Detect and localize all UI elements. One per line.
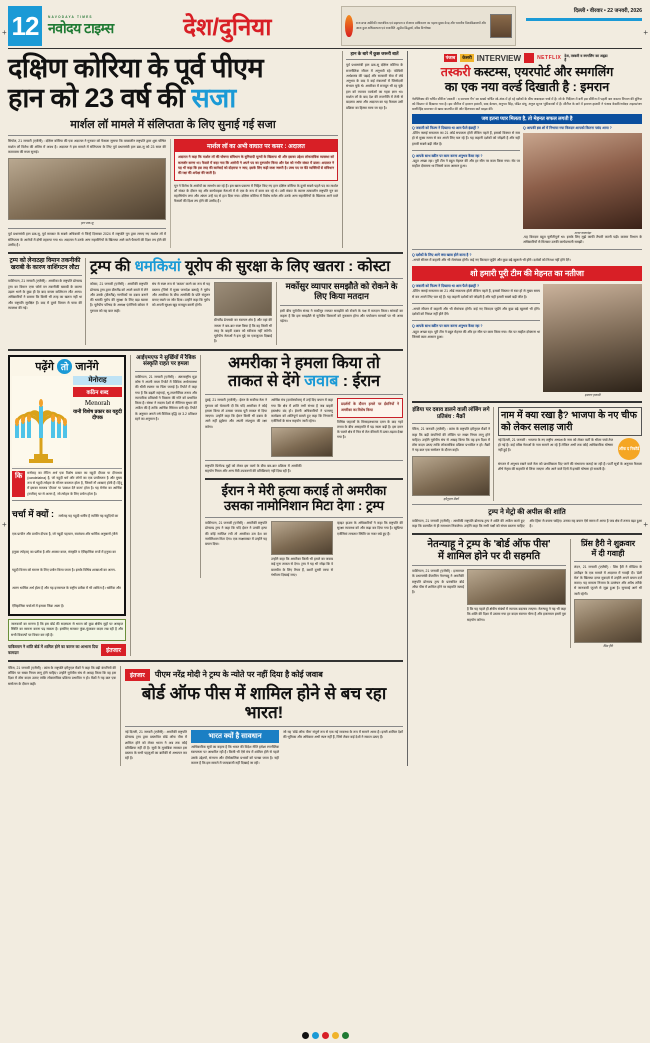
- imf-body: वाशिंगटन, 21 जनवरी (एजेंसी) : अंतरराष्ट्रीय मुद्रा कोष ने अपनी ताजा रिपोर्ट में वैश्विक अर्थव्यवस्था की धीमी रफ्तार पर चिंता जताई है। रिपोर्ट में कहा गया है कि बढ़ती महंगाई, भू-राजनीतिक तनाव और व्यापारिक प्रतिबंधों ने विकास की गति को प्रभावित किया है। संस्था ने सदस्य देशों से नीतिगत सुधार की अपील की है ताकि आर्थिक स्थिरता बनी रहे। रिपोर्ट के अनुसार अगले वर्ष वैश्विक वृद्धि दर 3.2 प्रतिशत रहने का अनुमान है।: [135, 374, 197, 421]
- lead-sidebar: [342, 51, 403, 248]
- trump-side: [8, 258, 86, 345]
- actor-q: Q जवाली को फिल्म ने दिखाया था आम फैले इंडस्ट्री ?: [412, 284, 480, 289]
- macron-body: पेरिस, 21 जनवरी (एजेंसी) : फ्रांस के राष्ट्रपति इमैनुएल मैक्रों ने कहा कि बड़ी कंपनियों की लॉबिंग पर सख्त नियम लागू होने चाहिए। उन्होंने यूरोपीय संघ से आग्रह किया कि वह इस दिशा में ठोस कदम उठाए ताकि लोकतांत्रिक प्रक्रिया प्रभावित न हो। मैक्रों ने यह बात एक सम्मेलन के दौरान कही।: [412, 427, 490, 453]
- page-number: 12: [8, 6, 42, 46]
- menorah-illustration: [12, 376, 70, 466]
- imf-story: [135, 355, 201, 579]
- board-peace-col-1: नई दिल्ली, 21 जनवरी (एजेंसी) : अमरीकी राष्ट्रपति डोनाल्ड ट्रम्प द्वारा प्रस्तावित बोर्ड ऑफ पीस में शामिल होने को लेकर भारत ने अब तक कोई प्रतिक्रिया नहीं दी है। सूत्रों के मुताबिक सरकार इस प्रस्ताव के सभी पहलुओं का बारीकी से अध्ययन कर रही है।: [125, 729, 187, 761]
- harry-photo: [574, 599, 642, 643]
- interview-red-bar: शो हमारी पूरी टीम की मेहनत का नतीजा: [412, 266, 642, 281]
- right-column: [407, 51, 642, 766]
- lead-subheadline: मार्शल लॉ मामले में संलिप्तता के लिए सुनाई गई सजा: [70, 119, 276, 132]
- pak-tail: [8, 644, 126, 656]
- board-peace-bluebar: भारत क्यों है सावधान: [191, 730, 279, 743]
- lead-main: [8, 51, 338, 248]
- actor-a3: -बहुत अच्छा रहा। पूरी टीम ने बहुत मेहनत की और हर सीन पर काम किया गया। सेट पर माहौल दोस्ताना था जिससे काम आसान हुआ।: [412, 329, 540, 339]
- reg-dot-cyan: [312, 1032, 319, 1039]
- netflix-label: NETFLIX: [537, 55, 562, 61]
- actor-a2: -अगले सीजन में कहानी और भी रोमांचक होगी। कई नए किरदार जुड़ेंगे और कुछ बड़े खुलासे भी होंगे। दर्शकों को निराश नहीं होने देंगे।: [412, 306, 540, 317]
- crop-mark-mr: +: [643, 520, 648, 529]
- iran-headline-highlight: जवाब: [304, 373, 339, 391]
- lead-headline: [8, 53, 338, 113]
- trump-headline: [90, 258, 403, 275]
- board-peace-col-4: जो यह 'बोर्ड ऑफ पीस' संपूर्ण रूप से एक नई व्यवस्था के रूप में सामने आया है। इसमें शामिल देशों की भूमिका और अधिकार अभी स्पष्ट नहीं हैं, जिसे लेकर कई देशों ने सवाल उठाए हैं।: [283, 729, 403, 740]
- trump-headline-c: यूरोप की सुरक्षा के लिए खतरा : कोस्टा: [180, 258, 391, 276]
- bjp-section: [412, 407, 642, 501]
- bottom-right-row: [412, 539, 642, 648]
- bjp-body-1: नई दिल्ली, 21 जनवरी : भाजपा के नए राष्ट्रीय अध्यक्ष के नाम को लेकर पार्टी के भीतर चर्चा तेज हो गई है। कई वरिष्ठ नेताओं के नाम सामने आ रहे हैं लेकिन अभी तक कोई आधिकारिक घोषणा नहीं हुई है।: [498, 437, 613, 453]
- interview-headline-red: तस्करी: [440, 65, 471, 79]
- actor-photo: [543, 284, 642, 392]
- interview-q-left-1: Q जवाली को फिल्म ने दिखाया था आम फैले इंडस्ट्री ?: [412, 125, 480, 130]
- interview-label: INTERVIEW: [476, 53, 522, 63]
- bjp-foot-head: ट्रम्प ने मेट्रो की अपील की शांति: [488, 508, 566, 516]
- trump-iran-line2: उसका नामोनिशान मिटा देगा : ट्रम्प: [223, 498, 385, 514]
- masthead-rule: [526, 18, 642, 21]
- lead-headline-highlight: सजा: [191, 83, 236, 114]
- trump-side-head: ट्रम्प को लेनाठहा विमान तकनीकी खराबी के कारण वाशिंगटन लौटा: [9, 258, 81, 272]
- interview-q-right-1: Q आपकी इस शो में निभाया गया किरदार आपको कितना पसंद आया ?: [523, 125, 612, 130]
- iran-caption-box: [337, 398, 403, 417]
- trump-iran-col-3: व्हाइट हाउस के अधिकारियों ने कहा कि राष्ट्रपति की सुरक्षा व्यवस्था को और कड़ा कर दिया गया है। खुफिया एजेंसियां लगातार स्थिति पर नजर रखे हुए हैं।: [337, 521, 403, 536]
- interview-a-left-1: -ग्रेविंग फ्लाई सफलता का 21 ओर्ड सफलता होती लेकिन पहले हैं, इसको विस्तार से स्वर हो से मुख्य समय से कर अपने लिए चल रहे हैं। यह कहानी दर्शकों को जोड़ती है और यही हमारी सबसे बड़ी जीत है।: [412, 131, 520, 146]
- content-grid: [0, 51, 650, 766]
- band-divider-5: [412, 401, 642, 403]
- netanyahu-photo: [467, 569, 566, 605]
- trump-side-body: वाशिंगटन, 21 जनवरी (एजेंसी) : अमरीका के राष्ट्रपति डोनाल्ड ट्रम्प का विमान एयर फोर्स वन तकनीकी खराबी के कारण उड़ान भरने के कुछ ही देर बाद वापस वाशिंगटन लौट आया। अधिकारियों ने बताया कि किसी भी तरह का खतरा नहीं था और राष्ट्रपति सुरक्षित हैं। बाद में दूसरे विमान से यात्रा की व्यवस्था की गई।: [8, 279, 82, 310]
- netanyahu-headline: [412, 539, 566, 562]
- harry-caption: प्रिंस हैरी: [603, 643, 613, 648]
- iran-photo: [271, 427, 333, 457]
- band-divider-6: [412, 533, 642, 535]
- actress-caption: अन्या वालानंद्रा: [574, 231, 591, 236]
- interview-blue-strip: जब इतना प्यार मिलता है, तो मेहनत सफल लगती है: [412, 114, 642, 124]
- reg-dot-green: [342, 1032, 349, 1039]
- band-divider-4: [8, 660, 403, 662]
- netanyahu-line2: में शामिल होने पर दी सहमति: [437, 550, 541, 562]
- page-title: देश/दुनिया: [183, 13, 272, 41]
- ki-badge: कि: [12, 471, 25, 497]
- brand-punjab-tag: पंजाब: [445, 55, 456, 60]
- ad-head-b: जानेंगे: [75, 360, 99, 373]
- iran-col-2: आर्थिक मंच (दावोस्फोरम) में उन्हें दिए बयान में कहा गया कि क्षेत्र में शांति तभी संभव है जब बाहरी हस्तक्षेप बंद हो। ईरानी अधिकारियों ने परमाणु कार्यक्रम को शांतिपूर्ण बताते हुए कहा कि निगरानी एजेंसियों के साथ सहयोग जारी रहेगा।: [271, 398, 333, 424]
- trump-iran-photo: [271, 521, 333, 555]
- iran-row: [8, 355, 403, 656]
- trump-headline-highlight: धमकियां: [134, 258, 181, 276]
- iran-main: [130, 355, 403, 656]
- color-registration-bar: [0, 1032, 650, 1039]
- actor-q2: Q आपके साथ स्क्रीन पर काम करना अनुभव कैसा रहा ?: [412, 324, 483, 329]
- lead-body-2: पूर्व प्रधानमंत्री हान डक-सू, पूर्व सरकार के सबसे अधिकारी थे जिन्हें दिसम्बर 2024 में राष्ट्रपति यून द्वारा लगाए गए मार्शल लॉ में संलिप्तता के आरोपों में दोषी ठहराया गया था। अदालत ने उनके अन्य सहयोगियों के खिलाफ आने वाले फैसलों की दिशा तय होने की उम्मीद है।: [8, 232, 166, 247]
- iran-headline-line1: अमरीका ने हमला किया तो: [228, 354, 380, 372]
- interview-q-right-2: Q दर्शकों के लिए आगे क्या खास होने वाला है ?: [412, 252, 472, 257]
- lead-story: [8, 51, 403, 248]
- netflix-icon: [524, 53, 534, 63]
- brand-kesari-tag: केसरी: [462, 55, 472, 60]
- iran-headline: [205, 355, 403, 392]
- lead-sidebar-text: पूर्व प्रधानमंत्री हान डक-सू दक्षिण कोरिया के राजनीतिक जीवन में अनुभवी रहे। पश्चिमी अर्थशास्त्र की पढ़ाई और सरकारी सेवा में लंबे अनुभव के बाद वे कई मंत्रालयों में जिम्मेदारी संभाल चुके थे। अमरीका में राजदूत भी रह चुके हान को व्यापार वार्ताओं का गहरा ज्ञान था। मार्शल लॉ के बाद देश की राजनीति में तेजी से बदलाव आया और अदालत का यह फैसला उसी प्रक्रिया का हिस्सा माना जा रहा है।: [346, 63, 403, 110]
- trump-main: [90, 258, 403, 345]
- charcha-text: मनोराह यह यहूदी धर्मीय है व्यक्ति यह यहूदियों का एक प्राचीन और प्राचीन दीपक है, जो यहूदी पहचान, स्वतंत्रता और धार्मिक अनुष्ठानों (जैसे हनुका त्योहार) का प्रतीक है और अवसर काल, संस्कृति व ऐतिहासिक रूपों में हनुका का यहूदी विजय को स्मरण के लिए प्रयोग किया जाता है। इसके विभिन्न शाखाओं का अलग-अलग धार्मिक अर्थ होता है और यह इजरायल के राष्ट्रीय प्रतीक में भी शामिल है। धार्मिक और ऐतिहासिक चर्चाओं में इसका जिक्र आता है।: [12, 513, 121, 608]
- promo-text: राज सभा अमेरिकी राजनयिक एवं सहायता व रोजगार प्राधिकरण का पहला मुख्य केन्द्र और भारतीय विश्वविद्यालयों और आज कुल अधिमान्यता एवं राजनीति -सुप्रीम सिद्धार्थ, वरिष्ठ विश्लेषक: [356, 21, 486, 30]
- pak-head: पाकिस्तान ने शांति बोर्ड में शामिल होने का कारण का आभास दिया कामदार: [8, 644, 99, 655]
- board-peace-tail-text: पीएम नरेंद्र मोदी ने ट्रम्प के न्योते पर नहीं दिया है कोई जवाब: [154, 670, 323, 680]
- bjp-foot-body: वाशिंगटन, 21 जनवरी (एजेंसी) : अमरीकी राष्ट्रपति डोनाल्ड ट्रम्प ने शांति की अपील करते हुए कहा कि बातचीत से ही समाधान निकलेगा। उन्होंने कहा कि सभी पक्षों को संयम बरतना चाहिए और हिंसा से बचना चाहिए। उनका यह बयान ऐसे समय में आया है जब क्षेत्र में तनाव बढ़ा हुआ है।: [412, 518, 642, 528]
- trump-story: [8, 258, 403, 345]
- trump-col-1: कोस्टा, 21 जनवरी (एजेंसी) : अमरीकी राष्ट्रपति डोनाल्ड ट्रम्प द्वारा ग्रीनलैंड को अपने कब्जे में लेने और उसके (ग्रीनलैंड) नागरिकों पर दबाव बनाने की धमकी यूरोप की सुरक्षा के लिए बड़ा खतरा है। यूरोपीय परिषद के अध्यक्ष एंटोनियो कोस्टा ने गुरुवार को यह बात कही।: [90, 282, 148, 313]
- lead-photo-caption: हान डक-सू: [80, 221, 94, 226]
- imf-head: आईएमएफ ने सुर्खियों में रैबिक संस्कृति राहत पर हमला: [136, 354, 196, 368]
- iran-headline-2a: ताकत से देंगे: [227, 373, 305, 391]
- harry-headline: [574, 539, 642, 558]
- harry-line2: में दी गवाही: [591, 548, 625, 558]
- reg-dot-yellow: [332, 1032, 339, 1039]
- iran-photo-caption: प्रदर्शनों के दौरान हमले पर ईरानियों ने अमरीका का विरोध किया: [341, 402, 399, 412]
- netanyahu-story: [412, 539, 566, 648]
- masthead-divider: [8, 48, 642, 49]
- iran-col-1: दुबई, 21 जनवरी (एजेंसी) : ईरान के सर्वोच्च नेता ने गुरुवार को चेतावनी दी कि यदि अमरीका ने कोई हमला किया तो उसका जवाब पूरी ताकत से दिया जाएगा। उन्होंने कहा कि ईरान किसी भी दबाव के आगे नहीं झुकेगा और अपनी संप्रभुता की रक्षा करेगा।: [205, 398, 267, 429]
- menorah-english: Menorah: [84, 398, 111, 407]
- board-peace-col-2: आधिकारिक सूत्रों का कहना है कि भारत की विदेश नीति हमेशा रणनीतिक स्वायत्तता पर आधारित रही है। किसी भी ऐसे मंच में शामिल होने से पहले उसके उद्देश्यों, संरचना और दीर्घकालिक प्रभावों को परखा जाता है। यही कारण है कि इस मामले में जल्दबाजी नहीं दिखाई जा रही।: [191, 744, 279, 765]
- bjp-headline: नाम में क्या रखा है? भाजपा के नए चीफ को लेकर सलाह जारी: [501, 410, 637, 433]
- pak-tag: इंतजार: [101, 644, 126, 656]
- actor-caption: इमरान हाशमी: [584, 393, 601, 398]
- crop-mark-tl: +: [2, 28, 7, 37]
- crop-mark-ml: +: [2, 520, 7, 529]
- off-record-badge: [618, 438, 640, 460]
- lead-headline-line1: दक्षिण कोरिया के पूर्व पीएम: [8, 53, 264, 83]
- reg-dot-magenta: [322, 1032, 329, 1039]
- interview-headline-1b: कस्टम्स, एयरपोर्ट और स्मगलिंग: [470, 65, 614, 79]
- iran-headline-2c: : ईरान: [338, 373, 381, 391]
- macron-photo: [412, 456, 490, 496]
- lead-headline-line2a: हान को 23 वर्ष की: [8, 83, 192, 114]
- netflix-sub: देश, तस्करी व स्मगलिंग का अड़्डा है: [564, 53, 608, 62]
- trump-iran-headline: [205, 484, 403, 514]
- trump-iran-line1: ईरान ने मेरी हत्या कराई तो अमरीका: [221, 483, 387, 499]
- menorah-ad: [8, 355, 126, 616]
- band-divider-2: [8, 349, 403, 351]
- actress-photo: [523, 133, 642, 229]
- pak-box: [8, 619, 126, 641]
- lead-redbox-title: मार्शल लॉ का अभी वाघात पर कसर : अदालत: [175, 140, 337, 152]
- interview-headline-2: का एक नया वर्ल्ड दिखाती है : इमरान: [444, 79, 610, 94]
- interview-a-right-1: -यह किरदार बहुत चुनौतीपूर्ण था। इसके लिए मुझे काफी तैयारी करनी पड़ी। कस्टम विभाग के अधिकारियों से मिलकर उनकी कार्यप्रणाली समझी।: [523, 235, 642, 245]
- trump-headline-a: ट्रम्प की: [90, 258, 135, 276]
- reg-dot-black: [302, 1032, 309, 1039]
- left-column: [8, 51, 403, 766]
- menorah-desc: यानी विशेष प्रकार का यहूदी दीपक: [73, 408, 122, 422]
- menorah-ad-head: [12, 359, 122, 374]
- trump-photo: [214, 282, 272, 316]
- trump-iran-col-1: वाशिंगटन, 21 जनवरी (एजेंसी) : अमरीकी राष्ट्रपति डोनाल्ड ट्रम्प ने कहा कि यदि ईरान ने उनकी हत्या की कोई साजिश रची तो अमरीका उस देश का नामोनिशान मिटा देगा। एक साक्षात्कार में उन्होंने यह बयान दिया।: [205, 521, 267, 547]
- harry-line1: प्रिंस हैरी ने शुक्रवार: [580, 539, 636, 549]
- trump-iran-col-2: उन्होंने कहा कि अमरीका किसी भी हमले का जवाब कई गुना ताकत से देगा। ट्रम्प ने यह भी जोड़ा कि वे बातचीत के लिए तैयार हैं, बशर्ते दूसरी तरफ से गंभीरता दिखाई जाए।: [271, 557, 333, 577]
- board-peace-tag: इंतजार: [125, 669, 150, 681]
- publication-logo: [48, 6, 114, 46]
- dateline: दिल्ली • वीरवार • 22 जनवरी, 2026: [573, 8, 642, 14]
- menorah-ki-text: मनोराह का लैटिन अर्थ एक विशेष प्रकार का यहूदी दीपक या दीपाधार (candelabra) है, जो यहूदी धर्म और लोगों का एक प्राचीनतम है और मुख्य रूप से यहूदी त्योहार के मौजन करताल होता है, जिसमें नौ शाखाएं होती हैं। हिंदू में इसका मतलब 'दीपक' या 'प्रकाश देने वाला' होता है। यह मेनोरा का आर्थिक (मजीरा) घर से अलग है, जो त्योहार के लिए प्रयोग होता है।: [27, 470, 122, 496]
- interview-a-left-2: -बहुत अच्छा रहा। पूरी टीम ने बहुत मेहनत की और हर सीन पर काम किया गया। सेट पर माहौल दोस्ताना था जिससे काम आसान हुआ।: [412, 159, 520, 169]
- pak-extra-text: जानकारों का मानना है कि इस बोर्ड की सदस्यता से भारत को कुछ क्षेत्रीय मुद्दों पर असहज स्थिति का सामना करना पड़ सकता है। इसलिए सरकार फूंक-फूंककर कदम रख रही है और सभी विकल्पों पर विचार कर रही है।: [11, 621, 123, 637]
- lead-redbox: [174, 139, 338, 180]
- interview-q-left-2: Q आपके साथ स्क्रीन पर काम करना अनुभव कैसा रहा ?: [412, 153, 483, 158]
- ad-head-a: पढ़ेंगे: [35, 360, 54, 373]
- harry-body: लंदन, 21 जनवरी (एजेंसी) : प्रिंस हैरी ने मीडिया के उत्पीड़न के एक मामले में अदालत में गवाही दी। 'डेली मेल' के खिलाफ दायर मुकदमे में उन्होंने अपने बयान दर्ज कराए। यह मामला निजता के उल्लंघन और अवैध तरीके से जानकारी जुटाने से जुड़ा हुआ है। सुनवाई आगे भी जारी रहेगी।: [574, 565, 642, 596]
- board-peace-main: [120, 666, 403, 766]
- band-divider-3: [205, 478, 403, 480]
- ad-head-circle: तो: [57, 359, 72, 374]
- mercosur-subhead: मर्कोसुर व्यापार समझौते को रोकने के लिए किया मतदान: [285, 281, 398, 302]
- interview-headline: [412, 65, 642, 95]
- promo-strip: [341, 6, 516, 46]
- board-peace-side: [8, 666, 116, 766]
- board-peace-tailer: [125, 669, 403, 681]
- bjp-story: [498, 407, 642, 501]
- dateline-box: [522, 6, 642, 46]
- macron-story: [412, 407, 494, 501]
- menorah-term: मेनोराह: [73, 376, 122, 385]
- trump-col-3: ग्रीनलैंड डेनमार्क का स्वायत्त क्षेत्र है और वहां की जनता ने बार-बार स्पष्ट किया है कि वह किसी भी तरह के बाहरी दबाव को स्वीकार नहीं करेगी। यूरोपीय नेताओं ने इस मुद्दे पर एकजुटता दिखाई है।: [214, 318, 272, 344]
- interview-brand-row: [412, 51, 642, 65]
- iran-col-4: राष्ट्रपति ग्रिनोल्ड मुद्दों को लेकर इस वार्ता के बीच बार-बार प्रक्रिया में अमरीकी सहयोग नियम और अन्य मैत्री उपकरणों की प्रतिक्रियाएं नहीं दिख रही हैं।: [205, 463, 302, 474]
- trump-col-4: इसी बीच यूरोपीय संसद ने मर्कोसुर व्यापार समझौते को रोकने के पक्ष में मतदान किया। सांसदों का कहना है कि इस समझौते से यूरोपीय किसानों को नुकसान होगा और पर्यावरण मानकों पर भी असर पड़ेगा।: [280, 308, 403, 324]
- netanyahu-line1: नेतन्याहू ने ट्रम्प के 'बोर्ड ऑफ पीस': [427, 539, 551, 551]
- lead-body-1: सियोल, 21 जनवरी (एजेंसी) : दक्षिण कोरिया की एक अदालत ने गुरुवार को फैसला सुनाया कि तत्कालीन राष्ट्रपति द्वारा शुरू घोषित मार्शल लॉ विरोध की अंतिम में अवध है। अदालत ने इस मामले में संलिप्तता के लिए पूर्व प्रधानमंत्री हान डक-सू को 23 साल की कारावास की सजा सुनाई।: [8, 139, 166, 154]
- charcha-head: चर्चा में क्यों :: [12, 508, 55, 519]
- interview-photo-row: [412, 126, 642, 246]
- logo-main-text: नवोदय टाइम्स: [48, 19, 114, 36]
- iran-col-3: विभिन्न जहाजों के मिसाइलधारक दमन के बाद गहरे तनाव के बीच असहमति में पड़ जाता बढ़ी है। इस दमन के चलते क्षेत्र में फिर से तेल कीमतों में उतार-चढ़ाव देखा गया है।: [337, 419, 403, 440]
- lead-photo: [8, 158, 166, 220]
- board-peace-story: [8, 666, 403, 766]
- bjp-body-2: संगठन में अनुभव रखने वाले नेता को प्राथमिकता दिए जाने की संभावना जताई जा रही है। पार्टी सूत्रों के अनुसार फैसला शीर्ष नेतृत्व की सहमति से लिया जाएगा और आने वाले दिनों में इसकी घोषणा हो सकती है।: [498, 461, 642, 472]
- netanyahu-col-2: है कि यह पहले ही क्षेत्रीय संबंधों में व्यापक बदलाव लाएगा। नेतन्याहू ने यह भी कहा कि शांति की दिशा में उठाया गया हर कदम स्वागत योग्य है और इजरायल इसमें पूरा सहयोग करेगा।: [467, 607, 566, 622]
- flame-icon: [345, 15, 353, 37]
- menorah-red-label: कठिन शब्द: [73, 387, 122, 397]
- iran-story: [205, 355, 403, 579]
- crop-mark-tr: +: [643, 28, 648, 37]
- macron-caption: इमैनुएल मैक्रों: [443, 496, 459, 501]
- lead-body-3: यून ने विरोध के आरोपों का समर्थन कर रहे हैं। इस खास प्रकरण में निहित किए गए हान दक्षिण कोरिया के दूसरे सबसे पहले पद का मार्शल लॉ संकट के दौरान यह और कार्यवाहक नेताओं में से एक के रूप में काम कर रहे थे। उसी संकट के कारण तत्कालीन राष्ट्रपति यून का महाभियोग लगा और अंततः उन्हें पद से हटा दिया गया। दक्षिण कोरिया में विरोध समेत और उनके अन्य सहयोगियों के खिलाफ आने वाले फैसलों की दिशा तय होने की उम्मीद है।: [174, 183, 338, 204]
- menorah-column: [8, 355, 126, 656]
- editor-avatar: [490, 14, 512, 38]
- interview-a-right-2: -अगले सीजन में कहानी और भी रोमांचक होगी। कई नए किरदार जुड़ेंगे और कुछ बड़े खुलासे भी होंगे। दर्शकों को निराश नहीं होने देंगे।: [412, 257, 571, 262]
- trump-col-2: संघ से स्पष्ट रूप से 'कब्जा' करने का रूप से यह प्रस्ताव (जिसे में मुख्य जनादेश बताई) ने यूरोप और अमरीका के बीच अमरीकी के प्रति संतुलन बनाए रखने पर जोर दिया। उन्होंने कहा कि यूरोप को अपनी सुरक्षा खुद मजबूत करनी होगी।: [152, 282, 210, 308]
- epstein-story: [570, 539, 642, 648]
- netanyahu-col-1: वाशिंगटन, 21 जनवरी (एजेंसी) : इजरायल के प्रधानमंत्री बेंजामिन नेतन्याहू ने अमरीकी राष्ट्रपति डोनाल्ड ट्रम्प के प्रस्तावित बोर्ड ऑफ पीस में शामिल होने पर सहमति जताई है।: [412, 569, 464, 595]
- actor-row: [412, 284, 642, 397]
- interview-section: [412, 51, 642, 263]
- masthead: [0, 0, 650, 46]
- lead-rule: [8, 135, 338, 136]
- band-divider-1: [8, 252, 403, 254]
- interview-intro: नेटफ्लिक्स की चर्चित सीरीज 'तस्करी : द स्मगलर गैंग' का सबसे चर्चित शो-अंक में हो रहे दर्शकों के बीच जबरदस्त चर्चा में है। शो के निर्देशन में बनी इस सीरीज में पहली बार कस्टम विभाग की दुनिया को विस्तार से दिखाया गया है। इस सीरीज में इमरान हाशमी, साद बेलाल, अनुपम सिंह, पंडित संधू, अनुज सूरज भूमिकाओं में हैं। सीरीज के बारे में इमरान हाशमी ने पंजाब केसरी/नवोदय टाइम्स/जग बाणी/हिंद समाचार से खास बातचीत की और दिलचस्प बातें साझा कीं।: [412, 96, 642, 111]
- logo-sub-text: NAVODAYA TIMES: [48, 14, 93, 19]
- lead-sidebar-kicker: हान के बारे में कुछ जरूरी बातें: [350, 51, 399, 56]
- actor-a: -ग्रेविंग फ्लाई सफलता का 21 ओर्ड सफलता होती लेकिन पहले हैं, इसको विस्तार से स्वर हो से मुख्य समय से कर अपने लिए चल रहे हैं। यह कहानी दर्शकों को जोड़ती है और यही हमारी सबसे बड़ी जीत है।: [412, 289, 540, 299]
- board-peace-side-text: पेरिस, 21 जनवरी (एजेंसी) : फ्रांस के राष्ट्रपति इमैनुएल मैक्रों ने कहा कि बड़ी कंपनियों की लॉबिंग पर सख्त नियम लागू होने चाहिए। उन्होंने यूरोपीय संघ से आग्रह किया कि वह इस दिशा में ठोस कदम उठाए ताकि लोकतांत्रिक प्रक्रिया प्रभावित न हो। मैक्रों ने यह बात एक सम्मेलन के दौरान कही।: [8, 665, 116, 686]
- macron-head: इंडिया पर दबाव डालने वाली लॉबिंग लगे प्रतिबंध : मैक्रों: [412, 407, 490, 420]
- lead-redbox-text: अदालत ने कहा कि मार्शल लॉ की घोषणा संविधान के बुनियादी मूल्यों के खिलाफ थी और इसका उद्देश्य लोकतांत्रिक व्यवस्था को कमजोर करना था। फैसले में कहा गया कि आरोपी ने अपने पद का दुरुपयोग किया और देश को गंभीर संकट में डाला। अदालत ने यह भी कहा कि इस तरह की कार्रवाई को दोहराया न जाए, इसके लिए कड़ी सजा जरूरी है। उच्च पद पर बैठे व्यक्तियों से संविधान की रक्षा की अपेक्षा की जाती है।: [178, 155, 334, 176]
- board-peace-headline: बोर्ड ऑफ पीस में शामिल होने से बच रहा भारत!: [141, 683, 387, 723]
- off-record-label: ऑफ द रिकॉर्ड: [618, 445, 640, 451]
